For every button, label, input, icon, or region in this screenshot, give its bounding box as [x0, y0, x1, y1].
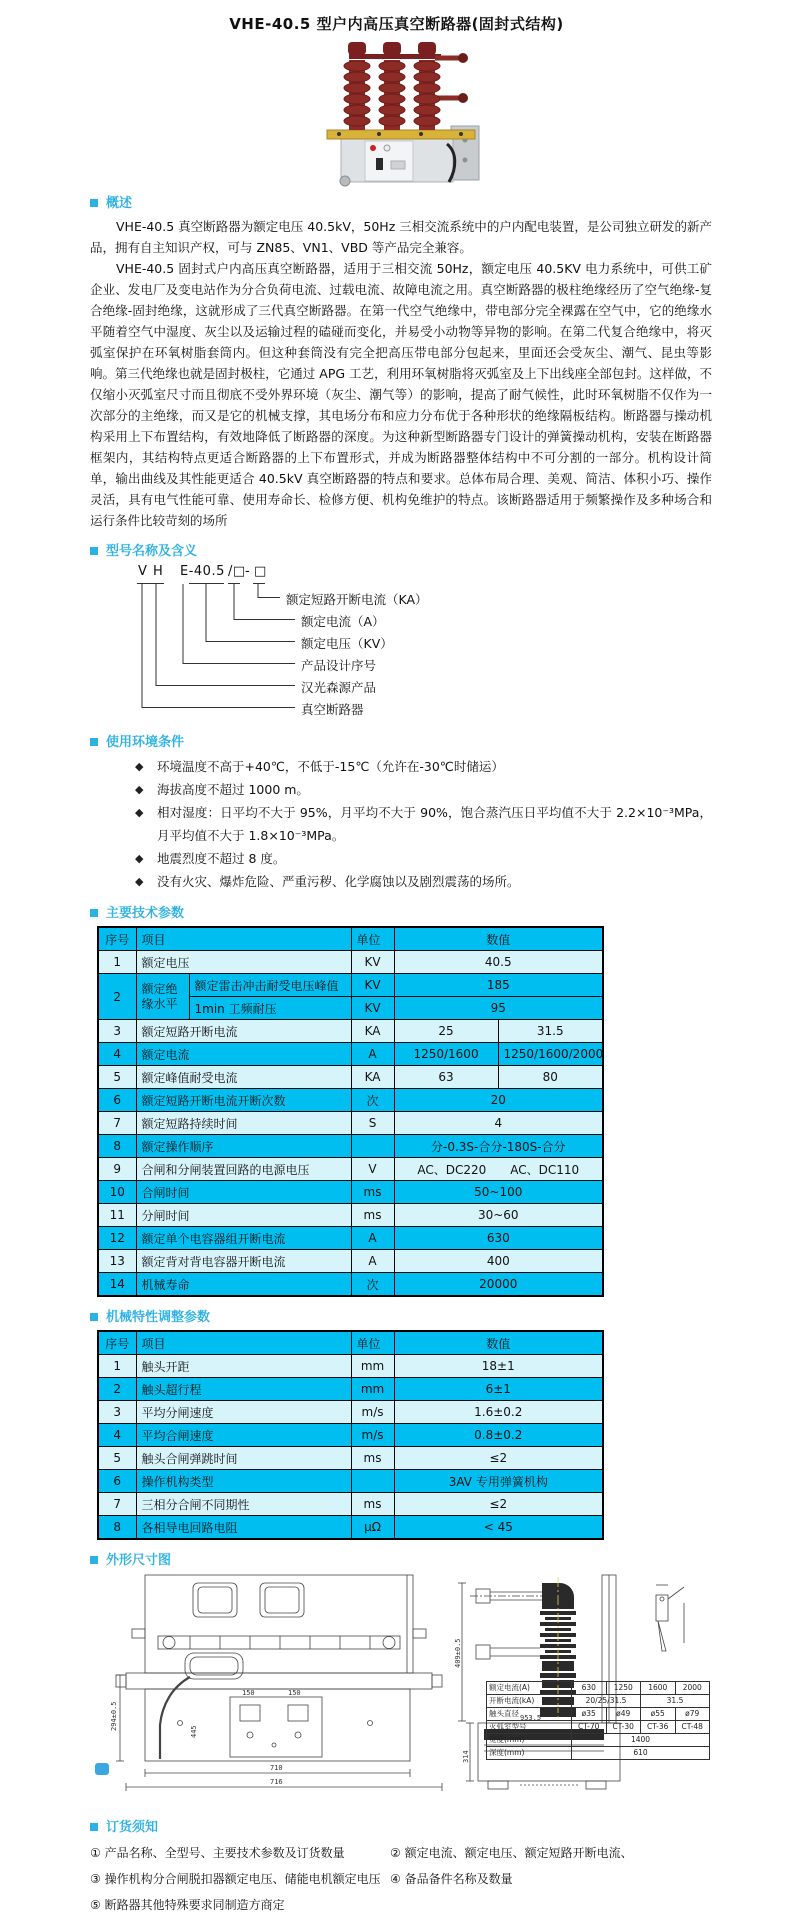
cell-item: 机械寿命 [136, 1273, 351, 1297]
square-bullet-icon [90, 909, 98, 917]
cell-unit: 次 [351, 1273, 394, 1297]
cell-no: 3 [98, 1401, 136, 1424]
mech-params-table [97, 1330, 604, 1540]
cell-item: 额定短路持续时间 [136, 1112, 351, 1135]
cell-value: 1400 [572, 1734, 710, 1747]
col-header-item: 项目 [136, 927, 351, 951]
cell-no: 1 [98, 951, 136, 974]
cell-item: 合闸时间 [136, 1181, 351, 1204]
page-title: VHE-40.5 型户内高压真空断路器(固封式结构) [229, 15, 564, 33]
cell-unit: V [351, 1158, 394, 1181]
cell-value: 30~60 [394, 1204, 603, 1227]
model-label: 真空断路器 [301, 702, 364, 717]
ordering-item-number: ⑤ [90, 1898, 101, 1912]
model-code-part: □ [254, 564, 267, 579]
table-row [98, 1378, 603, 1401]
model-connector-lines [90, 564, 712, 722]
section-heading-label: 型号名称及含义 [106, 544, 198, 559]
cell-item: 额定背对背电容器开断电流 [136, 1250, 351, 1273]
cell-value: 400 [394, 1250, 603, 1273]
dim-label: 710 [270, 1764, 283, 1772]
col-header-no: 序号 [98, 927, 136, 951]
table-row [487, 1747, 710, 1760]
table-row [98, 1355, 603, 1378]
cell-value: 31.5 [641, 1695, 710, 1708]
cell-value: 630 [394, 1227, 603, 1250]
cell-value: 20 [394, 1089, 603, 1112]
cut-off-next-section-icon [95, 1763, 109, 1775]
cell-no: 5 [98, 1066, 136, 1089]
cell-item: 触头合闸弹跳时间 [136, 1447, 351, 1470]
cell-item: 分闸时间 [136, 1204, 351, 1227]
table-row [98, 1470, 603, 1493]
cell-value: 1600 [641, 1682, 676, 1695]
cell-value: 6±1 [394, 1378, 603, 1401]
section-heading-overview [90, 192, 712, 211]
square-bullet-icon [90, 1556, 98, 1564]
table-row [98, 1066, 603, 1089]
cell-value: 3AV 专用弹簧机构 [394, 1470, 603, 1493]
ordering-item [90, 1840, 390, 1866]
cell-no: 8 [98, 1135, 136, 1158]
environment-item: ◆ 环境温度不高于+40℃，不低于-15℃（允许在-30℃时储运） [90, 755, 712, 778]
table-row [98, 1424, 603, 1447]
model-label: 汉光森源产品 [301, 680, 377, 695]
cell-unit: A [351, 1250, 394, 1273]
cell-item: 额定绝缘水平 [136, 974, 189, 1020]
cell-unit: ms [351, 1447, 394, 1470]
cell-value: ø49 [606, 1708, 641, 1721]
square-bullet-icon [90, 1313, 98, 1321]
cell-label: 深度(mm) [487, 1747, 572, 1760]
cell-item: 额定短路开断电流开断次数 [136, 1089, 351, 1112]
cell-item: 触头开距 [136, 1355, 351, 1378]
table-row [487, 1708, 710, 1721]
environment-item: ◆ 地震烈度不超过 8 度。 [90, 847, 712, 870]
cell-value: 分-0.3S-合分-180S-合分 [394, 1135, 603, 1158]
cell-no: 6 [98, 1470, 136, 1493]
dim-label: 953.5 [520, 1714, 542, 1722]
table-row [98, 1516, 603, 1540]
section-heading-label: 使用环境条件 [106, 735, 185, 750]
table-row [98, 1273, 603, 1297]
dimension-labels [110, 1638, 541, 1786]
overview-paragraph-1: VHE-40.5 真空断路器为额定电压 40.5kV，50Hz 三相交流系统中的户内配电装置，是公司独立研发的新产品，拥有自主知识产权，可与 ZN85、VN1、VBD 等产品完全兼容。 [90, 219, 712, 255]
table-row [487, 1682, 710, 1695]
ordering-item [390, 1866, 712, 1892]
square-bullet-icon [90, 1823, 98, 1831]
model-label: 额定电流（A） [301, 614, 385, 629]
ordering-notes-list [90, 1840, 712, 1918]
cell-value: 0.8±0.2 [394, 1424, 603, 1447]
model-label: 额定短路开断电流（KA） [286, 592, 428, 607]
table-row [487, 1695, 710, 1708]
cell-unit: ms [351, 1493, 394, 1516]
cell-value: 185 [394, 974, 603, 997]
col-header-unit: 单位 [351, 1331, 394, 1355]
overview-paragraph-2: VHE-40.5 固封式户内高压真空断路器，适用于三相交流 50Hz，额定电压 40.5KV 电力系统中，可供工矿企业、发电厂及变电站作为分合负荷电流、过载电流、故障电流之用。真空断路器的极柱绝缘经历了空气绝缘-复合绝缘-固封绝缘，这就形成了三代真空断路器。在第一代空气绝缘中，带电部分完全裸露在空气中，它的绝缘水平随着空气中湿度、灰尘以及运输过程的磕碰而变化，并易受小动物等异物的影响。在第二代复合绝缘中，将灭弧室保护在环氧树脂套筒内。但这种套筒没有完全把高压带电部分包起来，里面还会受灰尘、潮气、昆虫等影响。第三代绝缘也就是固封极柱，它通过 APG 工艺，利用环氧树脂将灭弧室及上下出线座全部包封。这样做，不仅缩小灭弧室尺寸而且彻底不受外界环境（灰尘、潮气等）的影响，提高了耐气候性，此时环氧树脂不仅作为一次部分的主绝缘，而又是它的机械支撑，其电场分布和应力分布优于各种形状的绝缘隔板结构。断路器与操动机构采用上下布置结构，有效地降低了断路器的深度。为这种新型断路器专门设计的弹簧操动机构，安装在断路器框架内，其结构特点更适合断路器的上下布置形式，并成为断路器整体结构中不可分割的一部分。机构设计简单，输出曲线及其性能更适合 40.5kV 真空断路器的特点和要求。总体布局合理、美观、简洁、体积小巧、操作灵活，具有电气性能可靠、使用寿命长、检修方便、机构免维护的特点。该断路器适用于频繁操作及多种场合和运行条件比较苛刻的场所 [90, 261, 712, 528]
table-row [98, 1043, 603, 1066]
table-row [98, 1227, 603, 1250]
outline-dimension-drawing [90, 1573, 712, 1807]
model-code-part: V [138, 564, 148, 579]
cell-value: 20000 [394, 1273, 603, 1297]
model-designation-diagram [90, 564, 712, 722]
section-heading-label: 机械特性调整参数 [106, 1310, 211, 1325]
ordering-item-number: ② [390, 1846, 401, 1860]
table-row [487, 1734, 710, 1747]
ordering-item-number: ① [90, 1846, 101, 1860]
cell-value: ≤2 [394, 1447, 603, 1470]
cell-no: 1 [98, 1355, 136, 1378]
cell-label: 灭弧室型号 [487, 1721, 572, 1734]
table-row [98, 1493, 603, 1516]
ordering-item-text: 额定电流、额定电压、额定短路开断电流、 [404, 1846, 633, 1860]
cell-unit: KV [351, 951, 394, 974]
cell-value: 1250 [606, 1682, 641, 1695]
cell-item: 额定电压 [136, 951, 351, 974]
breaker-photo-illustration [299, 40, 491, 188]
dim-label: 409±0.5 [454, 1638, 462, 1668]
model-label: 产品设计序号 [301, 658, 377, 673]
cell-unit: m/s [351, 1401, 394, 1424]
environment-item: ◆ 相对湿度：日平均不大于 95%，月平均不大于 90%，饱合蒸汽压日平均值不大于 2.2×10⁻³MPa，月平均值不大于 1.8×10⁻³MPa。 [90, 801, 712, 847]
dim-label: 294±0.5 [110, 1701, 118, 1731]
table-row [98, 1250, 603, 1273]
table-row [98, 1089, 603, 1112]
cell-unit: KV [351, 974, 394, 997]
cell-value: CT-30 [606, 1721, 641, 1734]
detail-view [656, 1585, 684, 1651]
section-heading-model [90, 540, 712, 559]
dim-label: 445 [190, 1725, 198, 1738]
cell-unit: μΩ [351, 1516, 394, 1540]
cell-value: CT-70 [572, 1721, 607, 1734]
ordering-item [390, 1840, 712, 1866]
section-heading-label: 概述 [106, 196, 133, 211]
cell-item: 合闸和分闸装置回路的电源电压 [136, 1158, 351, 1181]
cell-item: 平均分闸速度 [136, 1401, 351, 1424]
section-heading-ordering [90, 1816, 712, 1835]
cell-unit: mm [351, 1355, 394, 1378]
table-row [98, 1112, 603, 1135]
table-header-row [98, 927, 603, 951]
cell-value: 25 [394, 1020, 498, 1043]
table-row [487, 1721, 710, 1734]
cell-value: CT-48 [675, 1721, 710, 1734]
cell-value: 63 [394, 1066, 498, 1089]
model-code-part: - [245, 564, 251, 579]
cell-unit: S [351, 1112, 394, 1135]
model-label: 额定电压（KV） [301, 636, 393, 651]
dim-label: 150 [242, 1689, 255, 1697]
cell-value: 18±1 [394, 1355, 603, 1378]
dim-label: 716 [270, 1778, 283, 1786]
dim-label: 150 [288, 1689, 301, 1697]
cell-unit: mm [351, 1378, 394, 1401]
cell-no: 4 [98, 1424, 136, 1447]
section-heading-dimensions [90, 1549, 712, 1568]
cell-unit: m/s [351, 1424, 394, 1447]
cell-unit: ms [351, 1181, 394, 1204]
cell-no: 7 [98, 1493, 136, 1516]
section-heading-environment [90, 731, 712, 750]
cell-label: 宽度(mm) [487, 1734, 572, 1747]
cell-unit: A [351, 1227, 394, 1250]
cell-item: 额定操作顺序 [136, 1135, 351, 1158]
cell-value: 1.6±0.2 [394, 1401, 603, 1424]
ordering-item-text: 断路器其他特殊要求同制造方商定 [104, 1898, 285, 1912]
cell-no: 10 [98, 1181, 136, 1204]
cell-value: ø79 [675, 1708, 710, 1721]
cell-unit: 次 [351, 1089, 394, 1112]
dim-label: 314 [462, 1750, 470, 1763]
cell-unit [351, 1135, 394, 1158]
cell-value: ø35 [572, 1708, 607, 1721]
cell-value: ≤2 [394, 1493, 603, 1516]
ordering-item-number: ④ [390, 1872, 401, 1886]
table-row [98, 1020, 603, 1043]
cell-value: 95 [394, 997, 603, 1020]
front-view [116, 1575, 442, 1791]
cell-no: 5 [98, 1447, 136, 1470]
cell-value: 1250/1600 [394, 1043, 498, 1066]
environment-item: ◆ 海拔高度不超过 1000 m。 [90, 778, 712, 801]
cell-value: 50~100 [394, 1181, 603, 1204]
main-params-table [97, 926, 604, 1297]
cell-value: CT-36 [641, 1721, 676, 1734]
table-row [98, 1204, 603, 1227]
cell-item: 额定峰值耐受电流 [136, 1066, 351, 1089]
cell-no: 9 [98, 1158, 136, 1181]
cell-value: 4 [394, 1112, 603, 1135]
cell-label: 开断电流(kA) [487, 1695, 572, 1708]
cell-value: AC、DC220 AC、DC110 [394, 1158, 603, 1181]
square-bullet-icon [90, 547, 98, 555]
cell-subitem: 额定雷击冲击耐受电压峰值 [189, 974, 351, 997]
ordering-item [90, 1892, 390, 1918]
table-row [98, 1135, 603, 1158]
cell-item: 操作机构类型 [136, 1470, 351, 1493]
drawing-spec-table [486, 1681, 710, 1760]
cell-unit: KA [351, 1020, 394, 1043]
square-bullet-icon [90, 738, 98, 746]
cell-item: 额定电流 [136, 1043, 351, 1066]
cell-no: 7 [98, 1112, 136, 1135]
table-header-row [98, 1331, 603, 1355]
table-row [98, 951, 603, 974]
cell-unit: KV [351, 997, 394, 1020]
cell-value: 630 [572, 1682, 607, 1695]
cell-label: 额定电流(A) [487, 1682, 572, 1695]
col-header-unit: 单位 [351, 927, 394, 951]
model-code-part: /□ [228, 564, 246, 579]
cell-no: 6 [98, 1089, 136, 1112]
cell-value: 40.5 [394, 951, 603, 974]
table-row [98, 1158, 603, 1181]
cell-no: 11 [98, 1204, 136, 1227]
ordering-item-number: ③ [90, 1872, 101, 1886]
section-heading-mech-params [90, 1306, 712, 1325]
cell-label: 触头直径 [487, 1708, 572, 1721]
section-heading-label: 外形尺寸图 [106, 1553, 172, 1568]
cell-value: 80 [498, 1066, 603, 1089]
cell-item: 额定短路开断电流 [136, 1020, 351, 1043]
cell-unit: KA [351, 1066, 394, 1089]
cell-item: 平均合闸速度 [136, 1424, 351, 1447]
table-row [98, 1447, 603, 1470]
table-row [98, 1401, 603, 1424]
cell-no: 12 [98, 1227, 136, 1250]
cell-no: 2 [98, 974, 136, 1020]
col-header-no: 序号 [98, 1331, 136, 1355]
model-code-part: E-40.5 [180, 564, 225, 579]
model-code-part: H [153, 564, 164, 579]
col-header-item: 项目 [136, 1331, 351, 1355]
section-heading-tech-params [90, 902, 712, 921]
cell-value: 610 [572, 1747, 710, 1760]
ordering-item-text: 操作机构分合闸脱扣器额定电压、储能电机额定电压 [104, 1872, 381, 1886]
cell-no: 3 [98, 1020, 136, 1043]
square-bullet-icon [90, 199, 98, 207]
cell-value: ø55 [641, 1708, 676, 1721]
cell-item: 各相导电回路电阻 [136, 1516, 351, 1540]
col-header-value: 数值 [394, 927, 603, 951]
cell-no: 14 [98, 1273, 136, 1297]
ordering-item-text: 备品备件名称及数量 [404, 1872, 513, 1886]
ordering-item-text: 产品名称、全型号、主要技术参数及订货数量 [104, 1846, 345, 1860]
cell-value: 20/25/31.5 [572, 1695, 641, 1708]
section-heading-label: 主要技术参数 [106, 906, 185, 921]
cell-no: 8 [98, 1516, 136, 1540]
cell-item: 触头超行程 [136, 1378, 351, 1401]
table-row [98, 1181, 603, 1204]
cell-subitem: 1min 工频耐压 [189, 997, 351, 1020]
col-header-value: 数值 [394, 1331, 603, 1355]
cell-no: 13 [98, 1250, 136, 1273]
cell-no: 4 [98, 1043, 136, 1066]
product-photo [299, 40, 491, 188]
table-row [98, 974, 603, 997]
cell-unit [351, 1470, 394, 1493]
cell-no: 2 [98, 1378, 136, 1401]
cell-value: 31.5 [498, 1020, 603, 1043]
cell-unit: A [351, 1043, 394, 1066]
ordering-item [90, 1866, 390, 1892]
environment-item: ◆ 没有火灾、爆炸危险、严重污秽、化学腐蚀以及剧烈震荡的场所。 [90, 870, 712, 893]
cell-item: 额定单个电容器组开断电流 [136, 1227, 351, 1250]
cell-value: 1250/1600/2000 [498, 1043, 603, 1066]
cell-item: 三相分合闸不同期性 [136, 1493, 351, 1516]
cell-unit: ms [351, 1204, 394, 1227]
environment-conditions-list [90, 755, 712, 893]
section-heading-label: 订货须知 [106, 1820, 159, 1835]
cell-value: < 45 [394, 1516, 603, 1540]
cell-value: 2000 [675, 1682, 710, 1695]
